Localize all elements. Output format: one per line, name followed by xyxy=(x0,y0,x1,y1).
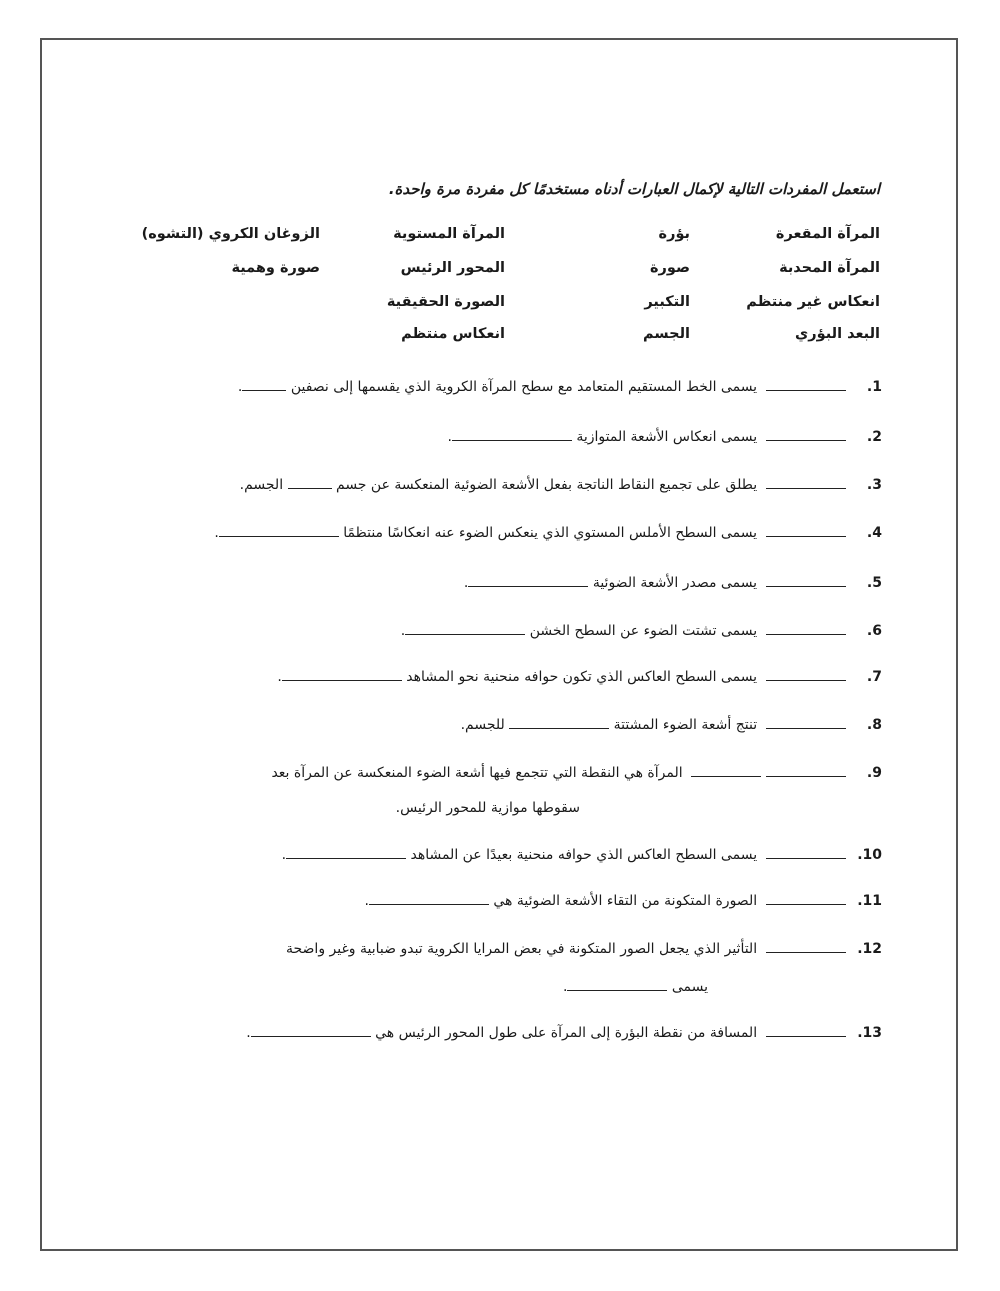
question-text: يسمى الخط المستقيم المتعامد مع سطح المرآة الكروية الذي يقسمها إلى نصفين xyxy=(290,379,758,395)
vocab-word: بؤرة xyxy=(658,226,690,242)
question-text: يسمى تشتت الضوء عن السطح الخشن xyxy=(529,623,758,639)
question-12-prefix: يسمى xyxy=(671,979,708,995)
vocab-word: صورة xyxy=(649,260,690,276)
question-tail: للجسم. xyxy=(460,717,505,733)
question-number: 5. xyxy=(866,575,882,591)
answer-blank[interactable] xyxy=(766,846,846,859)
question-8 xyxy=(461,716,882,733)
question-12-continuation: يسمى . xyxy=(562,979,708,995)
answer-blank[interactable] xyxy=(766,524,846,537)
question-text: الصورة المتكونة من التقاء الأشعة الضوئية هي xyxy=(493,893,758,909)
question-text: التأثير الذي يجعل الصور المتكونة في بعض المرايا الكروية تبدو ضبابية وغير واضحة xyxy=(286,941,758,957)
answer-blank-2[interactable] xyxy=(405,622,525,635)
answer-blank-2[interactable] xyxy=(242,378,286,391)
answer-blank[interactable] xyxy=(766,764,846,777)
question-12 xyxy=(286,940,882,957)
page-border xyxy=(40,38,958,1251)
vocab-word: الزوغان الكروي (التشوه) xyxy=(141,226,320,242)
question-1: 1. يسمى الخط المستقيم المتعامد مع سطح المرآة الكروية الذي يقسمها إلى نصفين . xyxy=(237,379,882,395)
answer-blank-2[interactable] xyxy=(251,1024,371,1037)
answer-blank-2[interactable] xyxy=(567,978,667,991)
vocabulary-bank xyxy=(141,226,880,356)
question-text: يطلق على تجميع النقاط الناتجة بفعل الأشعة الضوئية المنعكسة عن جسم xyxy=(336,477,758,493)
question-number: 8. xyxy=(866,717,882,733)
answer-blank-2[interactable] xyxy=(286,846,406,859)
answer-blank[interactable] xyxy=(766,716,846,729)
answer-blank-2[interactable] xyxy=(219,524,339,537)
question-6: 6. يسمى تشتت الضوء عن السطح الخشن . xyxy=(400,623,882,639)
answer-blank[interactable] xyxy=(766,574,846,587)
question-number: 3. xyxy=(866,477,882,493)
question-text: يسمى السطح العاكس الذي حوافه منحنية بعيدًا عن المشاهد xyxy=(410,847,758,863)
answer-blank-2[interactable] xyxy=(282,668,402,681)
question-number: 6. xyxy=(866,623,882,639)
question-text: تنتج أشعة الضوء المشتتة xyxy=(613,717,758,733)
question-number: 11. xyxy=(857,893,882,909)
question-5: 5. يسمى مصدر الأشعة الضوئية . xyxy=(463,575,882,591)
question-text: يسمى السطح العاكس الذي تكون حوافه منحنية نحو المشاهد xyxy=(406,669,758,685)
question-number: 1. xyxy=(866,379,882,395)
question-10: 10. يسمى السطح العاكس الذي حوافه منحنية بعيدًا عن المشاهد . xyxy=(281,847,882,863)
answer-blank[interactable] xyxy=(766,668,846,681)
answer-blank[interactable] xyxy=(766,428,846,441)
vocab-word: المرآة المحدبة xyxy=(779,260,880,276)
question-text: يسمى انعكاس الأشعة المتوازية xyxy=(576,429,758,445)
question-7: 7. يسمى السطح العاكس الذي تكون حوافه منحنية نحو المشاهد . xyxy=(277,669,882,685)
question-text: المرآة هي النقطة التي تتجمع فيها أشعة الضوء المنعكسة عن المرآة بعد xyxy=(271,765,683,781)
vocab-word: المحور الرئيس xyxy=(400,260,505,276)
answer-blank-2[interactable] xyxy=(691,764,761,777)
question-number: 9. xyxy=(866,765,882,781)
vocab-word: انعكاس غير منتظم xyxy=(746,294,880,310)
question-2: 2. يسمى انعكاس الأشعة المتوازية . xyxy=(447,429,882,445)
question-number: 12. xyxy=(857,941,882,957)
question-text: يسمى مصدر الأشعة الضوئية xyxy=(592,575,758,591)
question-11: 11. الصورة المتكونة من التقاء الأشعة الضوئية هي . xyxy=(364,893,882,909)
vocab-word: الجسم xyxy=(643,326,690,342)
answer-blank-2[interactable] xyxy=(288,476,332,489)
vocab-word: انعكاس منتظم xyxy=(401,326,505,342)
question-3 xyxy=(240,476,882,493)
question-text: المسافة من نقطة البؤرة إلى المرآة على طول المحور الرئيس هي xyxy=(375,1025,758,1041)
question-text: يسمى السطح الأملس المستوي الذي ينعكس الضوء عنه انعكاسًا منتظمًا xyxy=(343,525,758,541)
question-13: 13. المسافة من نقطة البؤرة إلى المرآة على طول المحور الرئيس هي . xyxy=(246,1025,882,1041)
answer-blank[interactable] xyxy=(766,378,846,391)
answer-blank[interactable] xyxy=(766,940,846,953)
vocab-word: الصورة الحقيقية xyxy=(386,294,505,310)
question-4: 4. يسمى السطح الأملس المستوي الذي ينعكس الضوء عنه انعكاسًا منتظمًا . xyxy=(214,525,882,541)
question-number: 10. xyxy=(857,847,882,863)
answer-blank-2[interactable] xyxy=(468,574,588,587)
question-9 xyxy=(271,764,882,781)
question-9-continuation: سقوطها موازية للمحور الرئيس. xyxy=(395,800,580,816)
question-number: 4. xyxy=(866,525,882,541)
answer-blank-2[interactable] xyxy=(509,716,609,729)
answer-blank-2[interactable] xyxy=(452,428,572,441)
vocab-word: البعد البؤري xyxy=(794,326,880,342)
vocab-word: المرآة المستوية xyxy=(393,226,505,242)
vocab-word: صورة وهمية xyxy=(231,260,320,276)
answer-blank[interactable] xyxy=(766,476,846,489)
answer-blank[interactable] xyxy=(766,892,846,905)
instructions-text: استعمل المفردات التالية لإكمال العبارات أدناه مستخدمًا كل مفردة مرة واحدة. xyxy=(388,180,880,198)
vocab-word: المرآة المقعرة xyxy=(775,226,880,242)
answer-blank-2[interactable] xyxy=(369,892,489,905)
question-tail: الجسم. xyxy=(239,477,284,493)
question-number: 7. xyxy=(866,669,882,685)
question-number: 13. xyxy=(857,1025,882,1041)
answer-blank[interactable] xyxy=(766,1024,846,1037)
question-number: 2. xyxy=(866,429,882,445)
vocab-word: التكبير xyxy=(644,294,690,310)
answer-blank[interactable] xyxy=(766,622,846,635)
